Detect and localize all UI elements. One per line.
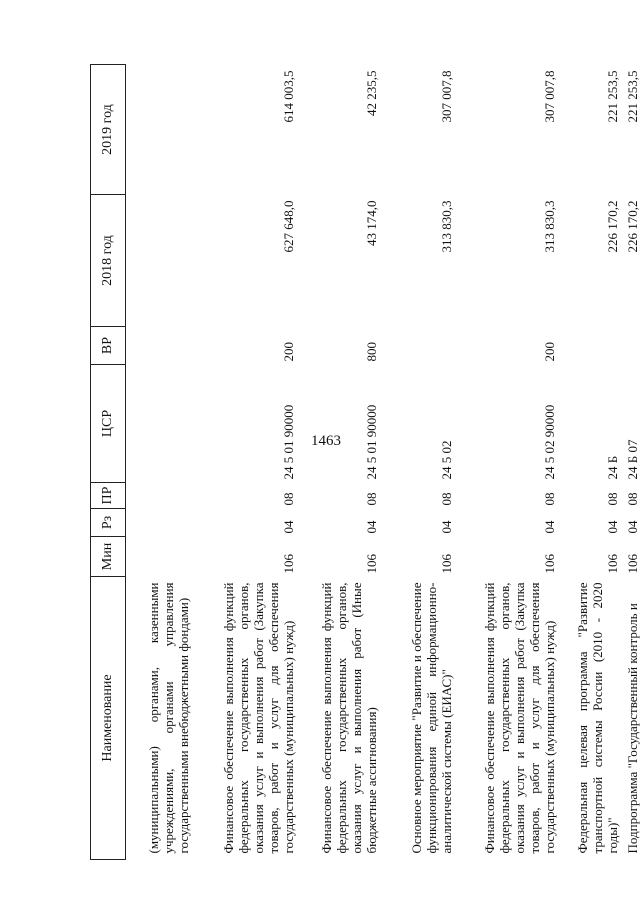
cell-csr: 24 Б <box>605 455 620 480</box>
cell-vr <box>381 327 456 365</box>
cell-min: 106 <box>605 554 620 574</box>
cell-2019: 42 235,5 <box>364 70 379 116</box>
cell-csr <box>126 365 194 483</box>
cell-rz: 04 <box>364 520 379 534</box>
header-csr: ЦСР <box>91 365 126 483</box>
cell-2019: 614 003,5 <box>281 70 296 123</box>
cell-rz: 04 <box>542 520 557 534</box>
cell-2018 <box>126 195 194 327</box>
cell-2019: 221 253,5 <box>625 70 640 123</box>
cell-pr: 08 <box>364 492 379 506</box>
table-row <box>126 65 194 860</box>
cell-2019: 307 007,8 <box>542 70 557 123</box>
header-pr: ПР <box>91 483 126 509</box>
table-row <box>456 65 559 860</box>
cell-min <box>126 537 194 577</box>
cell-vr: 800 <box>364 342 379 362</box>
cell-2019 <box>126 65 194 195</box>
cell-rz <box>126 509 194 537</box>
header-rz: Рз <box>91 509 126 537</box>
cell-csr: 24 Б 07 <box>625 439 640 480</box>
table-row <box>298 65 381 860</box>
cell-name: Федеральная целевая программа "Развитие транспортной системы России (2010 - 2020 годы)" <box>575 582 620 854</box>
cell-csr: 24 5 02 <box>439 440 454 480</box>
cell-vr <box>126 327 194 365</box>
cell-csr: 24 5 02 90000 <box>542 404 557 480</box>
cell-pr: 08 <box>281 492 296 506</box>
cell-vr: 200 <box>542 342 557 362</box>
cell-min: 106 <box>542 554 557 574</box>
cell-min: 106 <box>625 554 640 574</box>
table-row <box>559 65 622 860</box>
table-row <box>622 65 640 860</box>
cell-csr: 24 5 01 90000 <box>281 404 296 480</box>
cell-2019: 221 253,5 <box>605 70 620 123</box>
cell-name: Основное мероприятие "Развитие и обеспечение функционирования единой информационно-аналитической системы (ЕИАС)" <box>409 582 454 854</box>
cell-vr <box>622 327 640 365</box>
cell-name: Финансовое обеспечение выполнения функций федеральных государственных органов, оказания услуг и выполнения работ (Закупка товаров, работ и услуг для обеспечения государственных (муниципальных) нужд) <box>482 582 557 854</box>
page-number: 1463 <box>311 433 341 449</box>
cell-vr <box>559 327 622 365</box>
cell-rz: 04 <box>605 520 620 534</box>
table-row <box>381 65 456 860</box>
header-row <box>91 65 126 860</box>
budget-table <box>90 64 640 860</box>
cell-name: Финансовое обеспечение выполнения функций федеральных государственных органов, оказания услуг и выполнения работ (Закупка товаров, работ и услуг для обеспечения государственных (муниципальных) нужд) <box>221 582 296 854</box>
cell-min: 106 <box>281 554 296 574</box>
cell-2018: 43 174,0 <box>364 200 379 246</box>
cell-2018: 226 170,2 <box>605 200 620 253</box>
cell-vr: 200 <box>281 342 296 362</box>
cell-rz: 04 <box>625 520 640 534</box>
cell-min: 106 <box>439 554 454 574</box>
header-min: Мин <box>91 537 126 577</box>
cell-name: Финансовое обеспечение выполнения функций федеральных государственных органов, оказания услуг и выполнения работ (Иные бюджетные ассигнования) <box>319 582 379 854</box>
rotated-page <box>90 65 640 860</box>
header-name: Наименование <box>91 577 126 860</box>
cell-pr: 08 <box>542 492 557 506</box>
cell-pr: 08 <box>439 492 454 506</box>
cell-2018: 627 648,0 <box>281 200 296 253</box>
cell-pr <box>126 483 194 509</box>
header-2018: 2018 год <box>91 195 126 327</box>
cell-csr: 24 5 01 90000 <box>364 404 379 480</box>
table-row <box>193 65 298 860</box>
cell-pr: 08 <box>605 492 620 506</box>
cell-2018: 226 170,2 <box>625 200 640 253</box>
cell-rz: 04 <box>281 520 296 534</box>
cell-2018: 313 830,3 <box>439 200 454 253</box>
cell-name: Подпрограмма "Государственный контроль и <box>625 603 640 854</box>
cell-rz: 04 <box>439 520 454 534</box>
header-2019: 2019 год <box>91 65 126 195</box>
cell-pr: 08 <box>625 492 640 506</box>
cell-name: (муниципальными) органами, казенными учреждениями, органами управления государственными внебюджетными фондами) <box>146 582 191 854</box>
cell-2019: 307 007,8 <box>439 70 454 123</box>
cell-2018: 313 830,3 <box>542 200 557 253</box>
cell-min: 106 <box>364 554 379 574</box>
header-vr: ВР <box>91 327 126 365</box>
